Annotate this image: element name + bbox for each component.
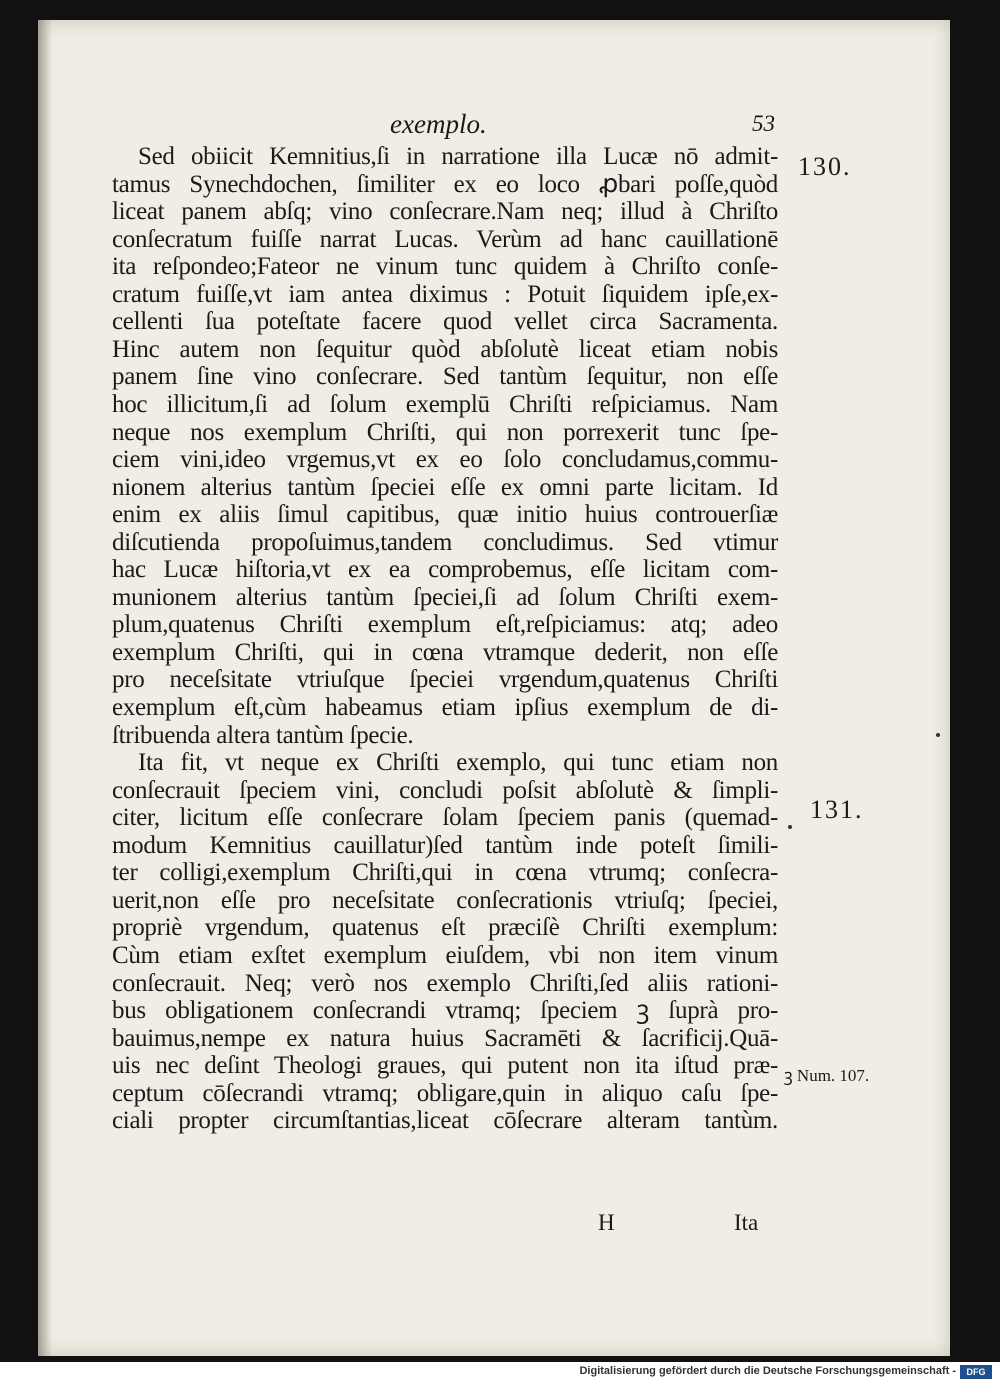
text-line: bauimus,nempe ex natura huius Sacramēti & ſacrificij.Quā-	[112, 1024, 778, 1052]
text-line: munionem alterius tantùm ſpeciei,ſi ad ſolum Chriſti exem-	[112, 583, 778, 611]
text-line: neque nos exemplum Chriſti, qui non porrexerit tunc ſpe-	[112, 418, 778, 446]
text-line: exemplum eſt,cùm habeamus etiam ipſius exemplum de di-	[112, 694, 778, 721]
text-line: propriè vrgendum, quatenus eſt præciſè Chriſti exemplum:	[112, 914, 778, 942]
text-line: uis nec deſint Theologi graues, qui putent non ita iſtud præ-	[112, 1052, 778, 1080]
text-line: exemplum Chriſti, qui in cœna vtramque dederit, non eſſe	[112, 638, 778, 666]
text-line: Ita fit, vt neque ex Chriſti exemplo, qui tunc etiam non	[138, 749, 778, 777]
margin-section-number-130: 130.	[798, 152, 852, 181]
dfg-logo: DFG	[960, 1365, 992, 1379]
text-line: conſecrauit. Neq; verò nos exemplo Chriſti,ſed aliis rationi-	[112, 969, 778, 997]
margin-section-number-131: 131.	[810, 795, 864, 824]
text-line: ita reſpondeo;Fateor ne vinum tunc quidem à Chriſto conſe-	[112, 253, 778, 281]
text-line: cratum fuiſſe,vt iam antea diximus : Potuit ſiquidem ipſe,ex-	[112, 280, 778, 308]
funding-note: Digitalisierung gefördert durch die Deutsche Forschungsgemeinschaft -	[579, 1365, 956, 1377]
digitization-footer	[0, 1362, 1000, 1384]
text-line: uerit,non eſſe pro neceſsitate conſecrationis vtriuſq; ſpeciei,	[112, 886, 778, 914]
margin-note-reference: ꝫ Num. 107.	[784, 1066, 870, 1085]
text-line: modum Kemnitius cauillatur)ſed tantùm inde poteſt ſimili-	[112, 831, 778, 859]
text-line: ciem vini,ideo vrgemus,vt ex eo ſolo concludamus,commu-	[112, 446, 778, 474]
text-line: conſecratum fuiſſe narrat Lucas. Verùm ad hanc cauillationē	[112, 225, 778, 253]
text-line: diſcutienda propoſuimus,tandem concludimus. Sed vtimur	[112, 528, 778, 556]
text-line: hoc illicitum,ſi ad ſolum exemplū Chriſti reſpiciamus. Nam	[112, 390, 778, 418]
text-line: nionem alterius tantùm ſpeciei eſſe ex omni parte licitam. Id	[112, 473, 778, 501]
text-line: ceptum cōſecrandi vtramq; obligare,quin in aliquo caſu ſpe-	[112, 1079, 778, 1107]
text-line: conſecrauit ſpeciem vini, concludi poſsit abſolutè & ſimpli-	[112, 776, 778, 804]
ink-speck	[788, 825, 792, 829]
text-line: hac Lucæ hiſtoria,vt ex ea comprobemus, eſſe licitam com-	[112, 556, 778, 584]
text-line: Cùm etiam exſtet exemplum eiuſdem, vbi non item vinum	[112, 941, 778, 969]
text-line: cellenti ſua poteſtate facere quod vellet circa Sacramenta.	[112, 308, 778, 336]
text-line: Sed obiicit Kemnitius,ſi in narratione illa Lucæ nō admit-	[138, 143, 778, 170]
ink-speck	[936, 733, 940, 737]
text-line: pro neceſsitate vtriuſque ſpeciei vrgendum,quatenus Chriſti	[112, 666, 778, 694]
text-line: plum,quatenus Chriſti exemplum eſt,reſpiciamus: atq; adeo	[112, 611, 778, 639]
text-line: ciali propter circumſtantias,liceat cōſecrare alteram tantùm.	[112, 1107, 778, 1135]
text-line: ſtribuenda altera tantùm ſpecie.	[112, 721, 414, 749]
running-title: exemplo.	[390, 109, 487, 139]
catchword: Ita	[734, 1210, 759, 1235]
signature-mark: H	[598, 1210, 615, 1235]
text-line: bus obligationem conſecrandi vtramq; ſpeciem ꝫ ſuprà pro-	[112, 997, 778, 1025]
text-line: tamus Synechdochen, ſimiliter ex eo loco ꝓbari poſſe,quòd	[112, 170, 778, 198]
text-line: citer, licitum eſſe conſecrare ſolam ſpeciem panis (quemad-	[112, 804, 778, 832]
text-line: panem ſine vino conſecrare. Sed tantùm ſequitur, non eſſe	[112, 363, 778, 391]
text-line: enim ex aliis ſimul capitibus, quæ initio huius controuerſiæ	[112, 501, 778, 529]
page-number: 53	[752, 111, 775, 136]
book-page	[38, 20, 950, 1356]
text-line: liceat panem abſq; vino conſecrare.Nam neq; illud à Chriſto	[112, 198, 778, 226]
text-line: Hinc autem non ſequitur quòd abſolutè liceat etiam nobis	[112, 335, 778, 363]
text-line: ter colligi,exemplum Chriſti,qui in cœna vtrumq; conſecra-	[112, 859, 778, 887]
